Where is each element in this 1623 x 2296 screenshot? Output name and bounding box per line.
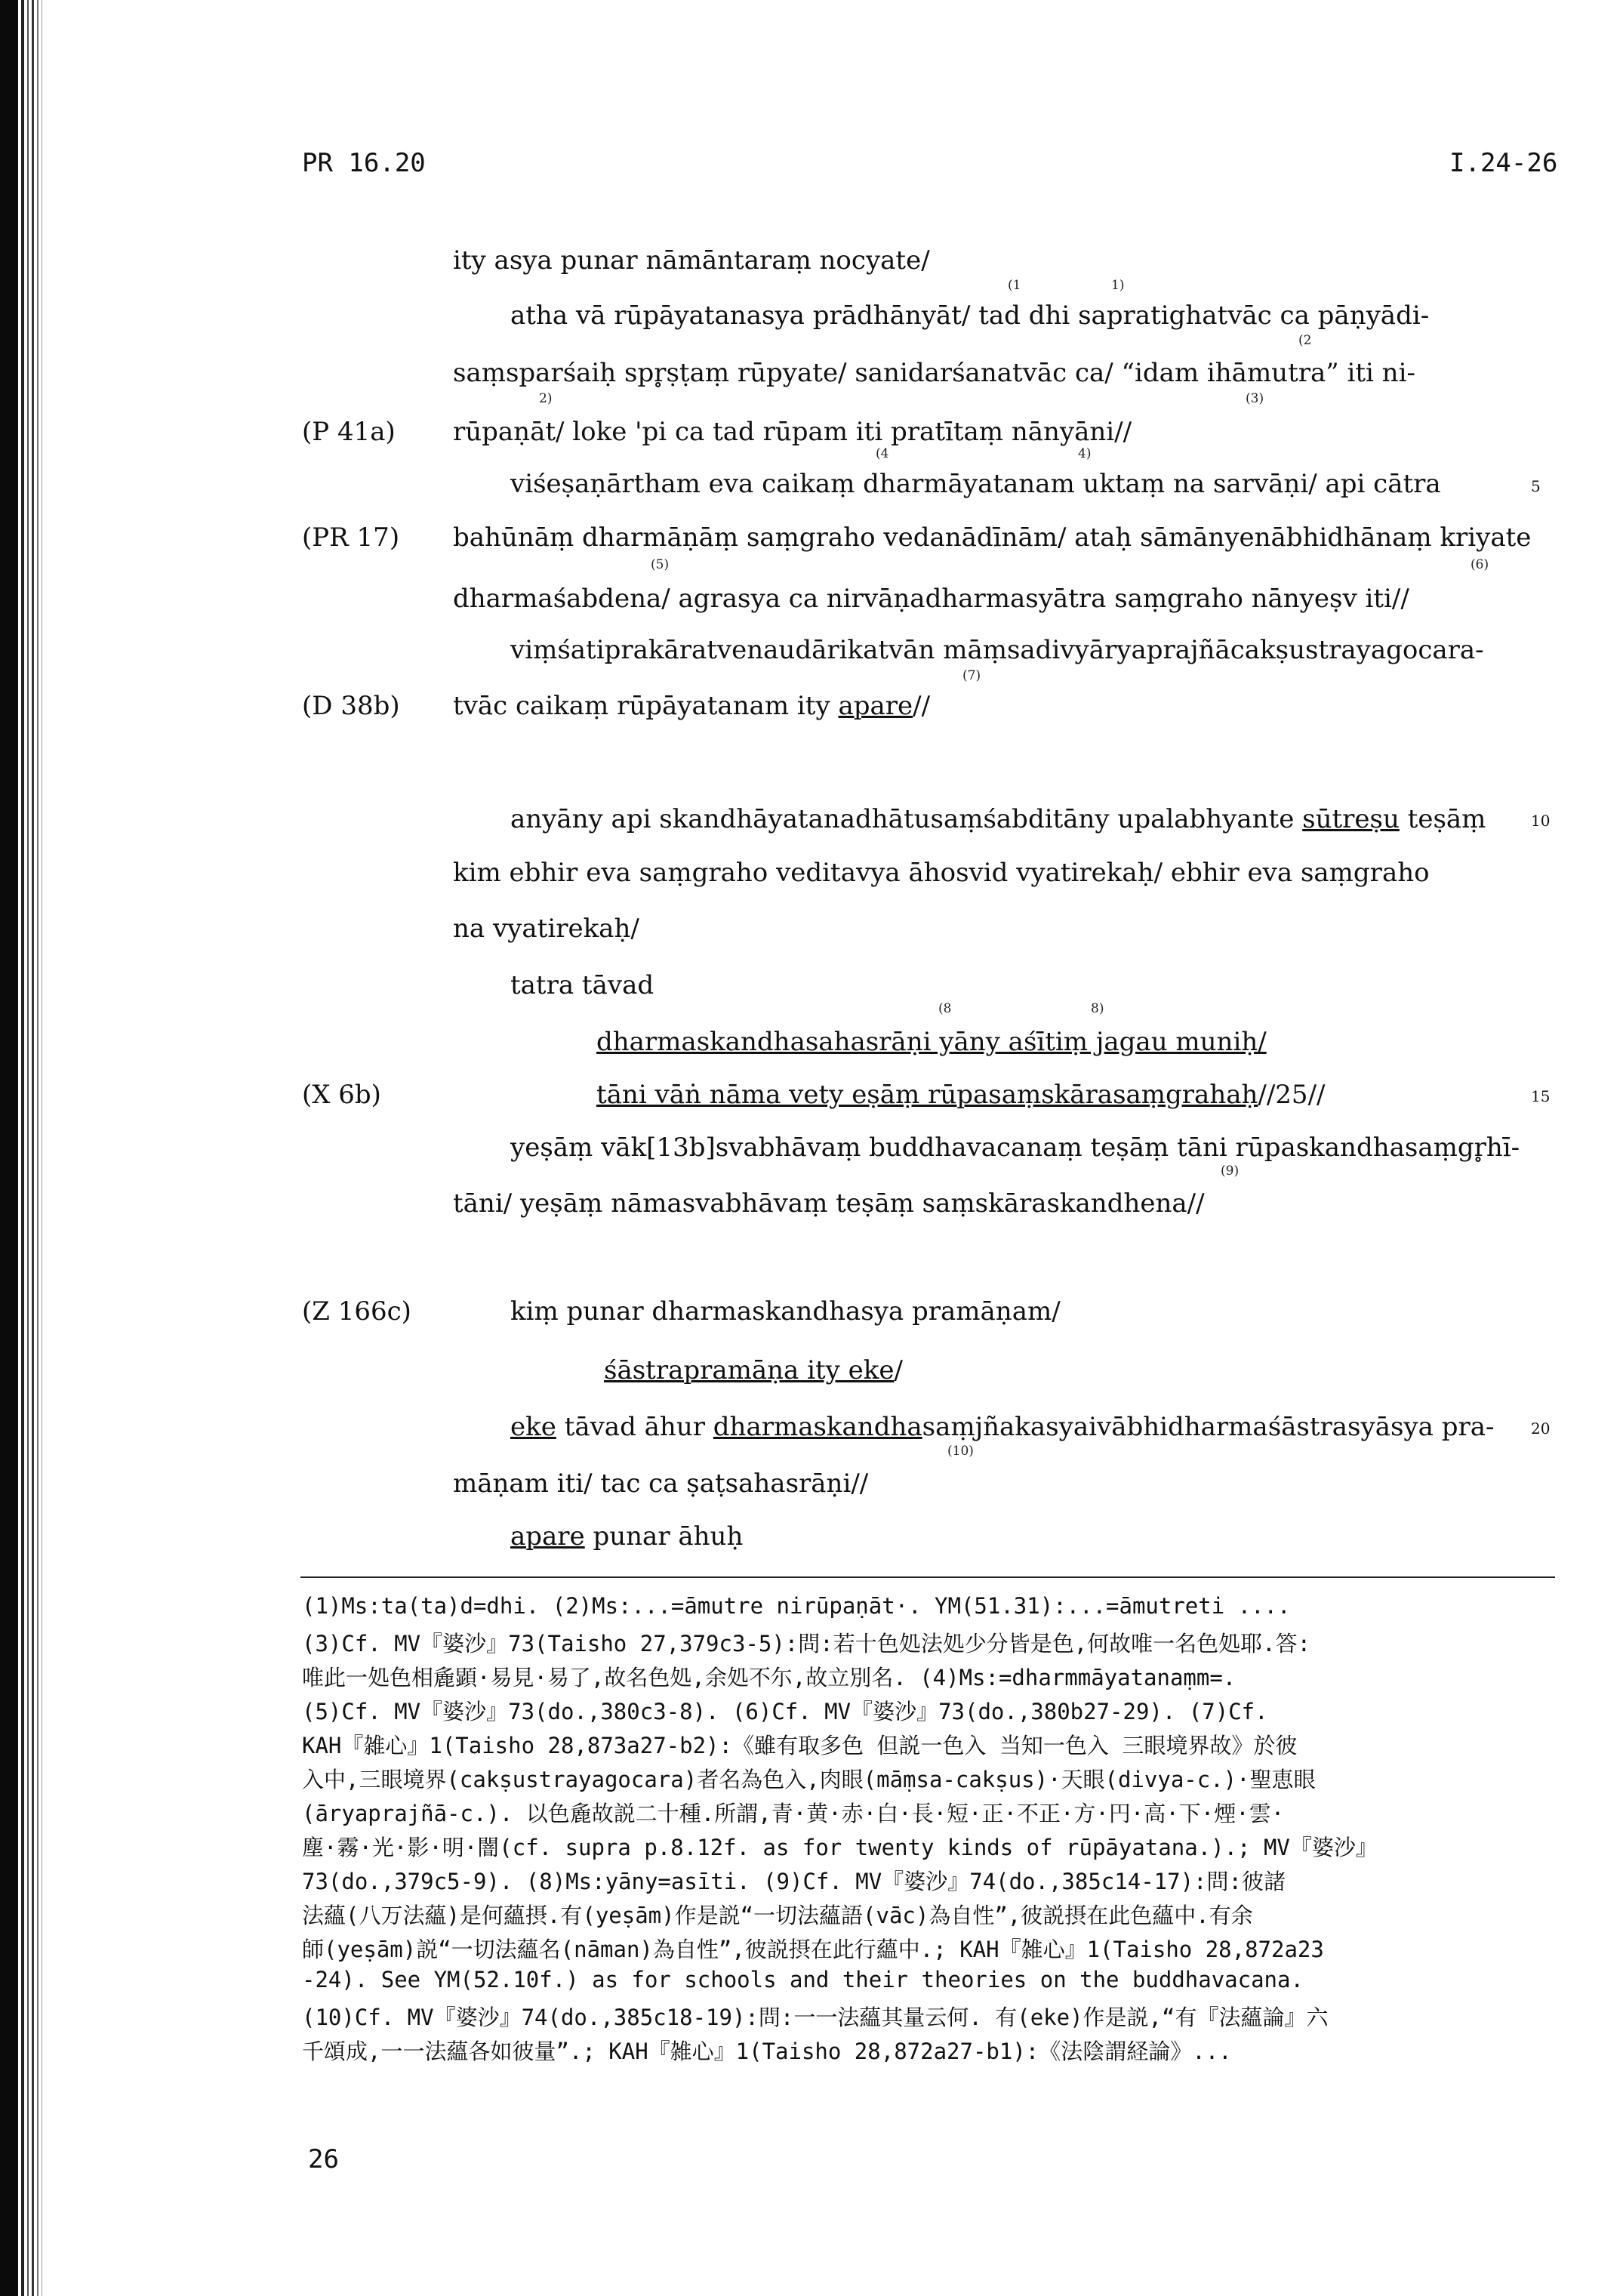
note-mark: (8 [938,1001,952,1016]
margin-ref: (X 6b) [302,1080,381,1110]
margin-ref: (Z 166c) [302,1296,411,1327]
note-mark: (10) [947,1444,974,1459]
running-header-right: I.24-26 [1449,148,1558,178]
note-mark: (9) [1221,1163,1240,1179]
footnote-line: 入中,三眼境界(cakṣustrayagocara)者名為色入,肉眼(māṃsa-cakṣus)·天眼(divya-c.)·聖恵眼 [302,1767,1316,1792]
footnote-rule [300,1576,1555,1578]
footnote-line: (1)Ms:ta(ta)d=dhi. (2)Ms:...=āmutre nirūpaṇāt·. YM(51.31):...=āmutreti .... [302,1593,1291,1619]
text-line: kiṃ punar dharmaskandhasya pramāṇam/ [510,1296,1061,1327]
note-mark: 8) [1091,1001,1104,1016]
text-line: māṇam iti/ tac ca ṣaṭsahasrāṇi// [453,1469,869,1499]
footnote-line: 法蘊(八万法蘊)是何蘊摂.有(yeṣām)作是説“一切法蘊語(vāc)為自性”,彼説摂在此色蘊中.有余 [302,1903,1253,1928]
note-mark: (3) [1246,391,1264,406]
text-line: śāstrapramāṇa ity eke/ [604,1355,903,1385]
note-mark: (6) [1471,557,1489,572]
text-line: dharmaśabdena/ agrasya ca nirvāṇadharmasyātra saṃgraho nānyeṣv iti// [453,584,1409,614]
note-mark: (1 [1008,278,1021,293]
text-line: eke tāvad āhur dharmaskandhasaṃjñakasyaivābhidharmaśāstrasyāsya pra- [510,1412,1495,1442]
text-line: tāni/ yeṣāṃ nāmasvabhāvaṃ teṣāṃ saṃskāraskandhena// [453,1188,1205,1219]
footnote-line: 唯此一処色相麁顕·易見·易了,故名色処,余処不尓,故立別名. (4)Ms:=dharmmāyatanaṃm=. [302,1665,1236,1690]
page-number: 26 [308,2144,339,2174]
footnote-line: -24). See YM(52.10f.) as for schools and their theories on the buddhavacana. [302,1967,1304,1992]
note-mark: (2 [1298,333,1312,348]
text-line: viṃśatiprakāratvenaudārikatvān māṃsadivyāryaprajñācakṣustrayagocara- [510,635,1484,665]
margin-ref: (P 41a) [302,417,396,447]
footnote-line: 塵·霧·光·影·明·闇(cf. supra p.8.12f. as for twenty kinds of rūpāyatana.).; MV『婆沙』 [302,1835,1378,1860]
text-line: apare punar āhuḥ [510,1521,744,1552]
footnote-line: (5)Cf. MV『婆沙』73(do.,380c3-8). (6)Cf. MV『婆沙』73(do.,380b27-29). (7)Cf. [302,1699,1268,1724]
footnote-line: (3)Cf. MV『婆沙』73(Taisho 27,379c3-5):問:若十色処法処少分皆是色,何故唯一名色処耶.答: [302,1631,1311,1657]
note-mark: 2) [539,391,553,406]
verse-line: tāni vāṅ nāma vety eṣāṃ rūpasaṃskārasaṃgrahaḥ//25// [596,1080,1326,1110]
text-line: rūpaṇāt/ loke 'pi ca tad rūpam iti pratītaṃ nānyāni// [453,417,1132,447]
footnote-line: (āryaprajñā-c.). 以色麁故説二十種.所謂,青·黄·赤·白·長·短·正·不正·方·円·高·下·煙·雲· [302,1801,1285,1826]
footnote-line: KAH『雑心』1(Taisho 28,873a27-b2):《雖有取多色 但説一色入 当知一色入 三眼境界故》於彼 [302,1733,1298,1758]
line-number: 15 [1531,1087,1551,1105]
text-line: anyāny api skandhāyatanadhātusaṃśabditāny upalabhyante sūtreṣu teṣāṃ [510,804,1486,834]
note-mark: (4 [876,446,889,461]
line-number: 5 [1531,477,1541,495]
footnote-line: 千頌成,一一法蘊各如彼量”.; KAH『雑心』1(Taisho 28,872a27-b1):《法陰謂経論》... [302,2039,1232,2064]
text-line: kim ebhir eva saṃgraho veditavya āhosvid vyatirekaḥ/ ebhir eva saṃgraho [453,858,1430,888]
note-mark: (5) [651,557,670,572]
underlined-word: apare [838,691,913,721]
line-number: 10 [1531,812,1551,830]
text-line: na vyatirekaḥ/ [453,914,639,944]
note-mark: 1) [1111,278,1125,293]
book-spine-shadow [0,0,53,2296]
footnote-line: 師(yeṣām)説“一切法蘊名(nāman)為自性”,彼説摂在此行蘊中.; KAH『雑心』1(Taisho 28,872a23 [302,1937,1324,1962]
text-line: tvāc caikaṃ rūpāyatanam ity apare// [453,691,931,721]
verse-line: dharmaskandhasahasrāṇi yāny aśītiṃ jagau muniḥ/ [596,1027,1267,1057]
footnote-line: 73(do.,379c5-9). (8)Ms:yāny=asīti. (9)Cf. MV『婆沙』74(do.,385c14-17):問:彼諸 [302,1869,1286,1894]
line-number: 20 [1531,1419,1551,1438]
underlined-word: sūtreṣu [1302,804,1400,834]
running-header-left: PR 16.20 [302,148,426,178]
note-mark: (7) [962,668,981,683]
text-line: tatra tāvad [510,970,654,1000]
margin-ref: (D 38b) [302,691,400,721]
text-line: atha vā rūpāyatanasya prādhānyāt/ tad dhi sapratighatvāc ca pāṇyādi- [510,300,1430,331]
footnote-line: (10)Cf. MV『婆沙』74(do.,385c18-19):問:一一法蘊其量云何. 有(eke)作是説,“有『法蘊論』六 [302,2005,1329,2030]
text-line: ity asya punar nāmāntaraṃ nocyate/ [453,245,930,276]
text-line: bahūnāṃ dharmāṇāṃ saṃgraho vedanādīnām/ ataḥ sāmānyenābhidhānaṃ kriyate [453,522,1532,553]
text-line: saṃsparśaiḥ spr̥ṣṭaṃ rūpyate/ sanidarśanatvāc ca/ “idam ihāmutra” iti ni- [453,358,1415,388]
margin-ref: (PR 17) [302,522,400,553]
text-line: yeṣāṃ vāk[13b]svabhāvaṃ buddhavacanaṃ teṣāṃ tāni rūpaskandhasaṃgr̥hī- [510,1133,1520,1163]
note-mark: 4) [1078,446,1092,461]
text-line: viśeṣaṇārtham eva caikaṃ dharmāyatanam uktaṃ na sarvāṇi/ api cātra [510,469,1441,499]
